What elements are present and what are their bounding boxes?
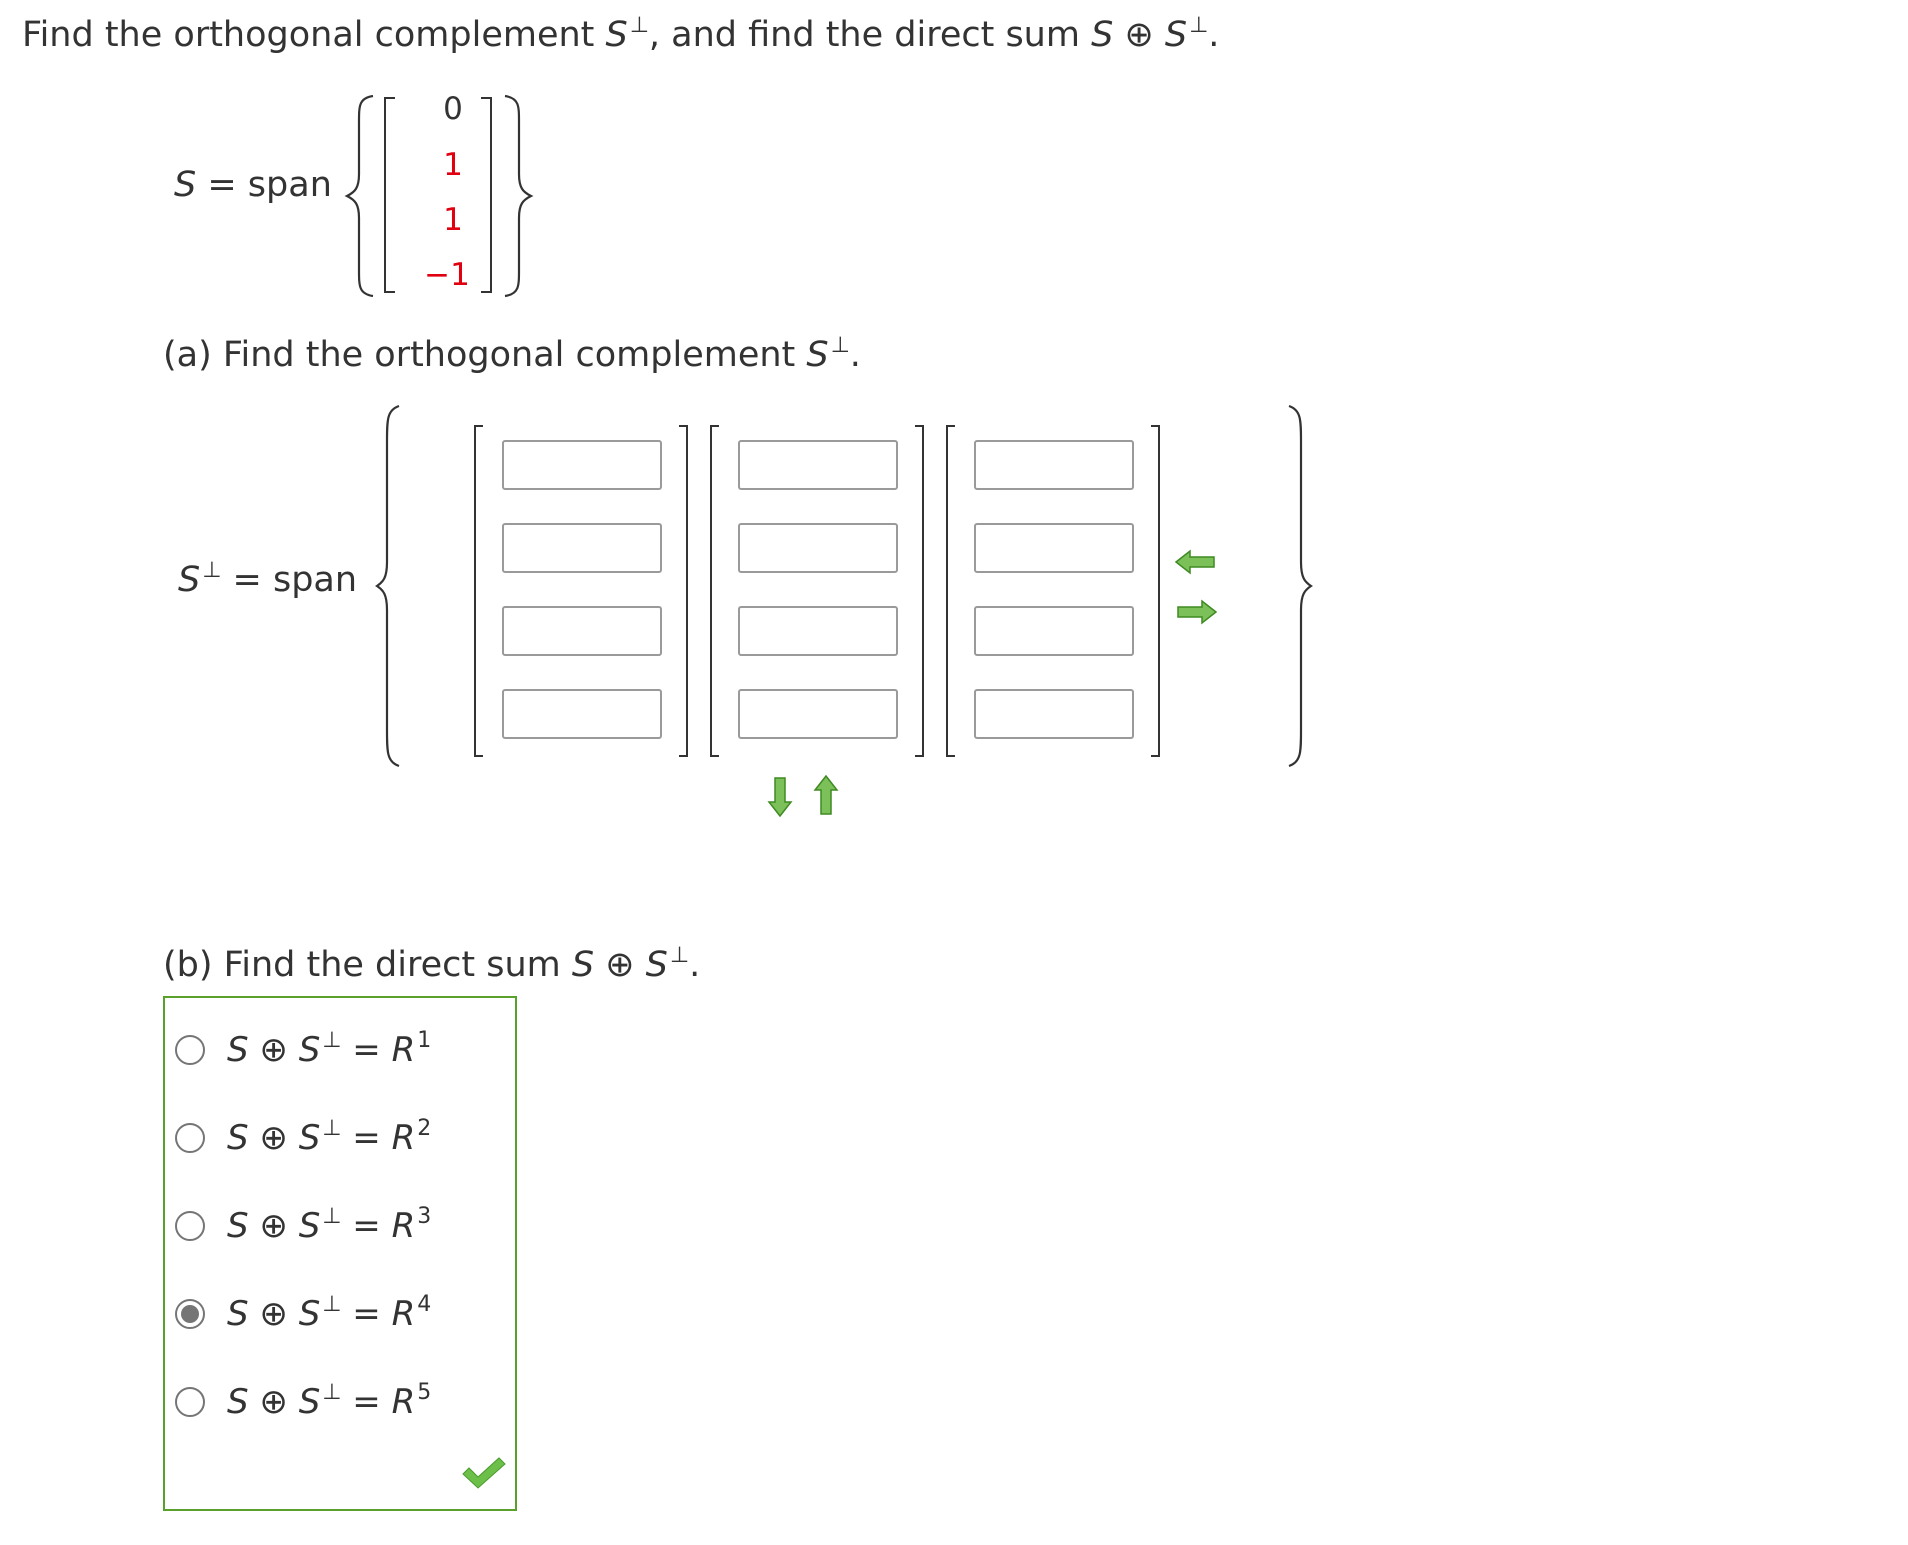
vector-2-entry-4-input[interactable]: [738, 689, 898, 739]
vector-2-entry-1-input[interactable]: [738, 440, 898, 490]
choice-r3[interactable]: [175, 1204, 432, 1246]
vector-1-entry-1-input[interactable]: [502, 440, 662, 490]
vector-1-entry-4-input[interactable]: [502, 689, 662, 739]
given-vector-entry: −1: [424, 257, 470, 293]
right-bracket-icon: [679, 426, 687, 756]
vector-2-entry-3-input[interactable]: [738, 606, 898, 656]
s-definition-label: S = span: [174, 165, 332, 205]
choice-r2[interactable]: [175, 1116, 432, 1158]
arrow-left-icon[interactable]: [1174, 548, 1218, 576]
choice-r5[interactable]: [175, 1380, 432, 1422]
s-perp-span-label: S⊥ = span: [178, 558, 358, 600]
part-b-prompt: (b) Find the direct sum S ⊕ S⊥.: [163, 943, 701, 985]
part-a-prompt: (a) Find the orthogonal complement S⊥.: [163, 333, 861, 375]
left-bracket-icon: [385, 98, 395, 292]
choice-label: S ⊕ $S^\perp = R^2$: [227, 1116, 432, 1158]
arrow-up-icon[interactable]: [812, 774, 840, 818]
left-brace-icon: [347, 96, 373, 296]
right-bracket-icon: [1151, 426, 1159, 756]
choice-label: S ⊕ $S^\perp = R^1$: [227, 1028, 432, 1070]
arrow-right-icon[interactable]: [1174, 598, 1218, 626]
choice-label: S ⊕ $S^\perp = R^5$: [227, 1380, 432, 1422]
vector-2-entry-2-input[interactable]: [738, 523, 898, 573]
radio-button[interactable]: [175, 1211, 205, 1241]
vector-1-entry-2-input[interactable]: [502, 523, 662, 573]
choice-r1[interactable]: [175, 1028, 432, 1070]
radio-button-selected[interactable]: [175, 1299, 205, 1329]
right-bracket-icon: [481, 98, 491, 292]
right-bracket-icon: [915, 426, 923, 756]
left-brace-icon: [377, 406, 399, 766]
given-vector-entry: 1: [443, 147, 463, 183]
radio-button[interactable]: [175, 1035, 205, 1065]
right-brace-icon: [505, 96, 531, 296]
left-bracket-icon: [475, 426, 483, 756]
vector-3-entry-3-input[interactable]: [974, 606, 1134, 656]
vector-3-entry-1-input[interactable]: [974, 440, 1134, 490]
left-bracket-icon: [947, 426, 955, 756]
choice-label: S ⊕ $S^\perp = R^4$: [227, 1292, 432, 1334]
direct-sum-choices: [163, 996, 517, 1511]
vector-3-entry-4-input[interactable]: [974, 689, 1134, 739]
vector-1-entry-3-input[interactable]: [502, 606, 662, 656]
vector-3-entry-2-input[interactable]: [974, 523, 1134, 573]
radio-button[interactable]: [175, 1123, 205, 1153]
checkmark-icon: [460, 1456, 508, 1490]
left-bracket-icon: [711, 426, 719, 756]
given-vector-entry: 0: [443, 91, 463, 127]
radio-button[interactable]: [175, 1387, 205, 1417]
choice-r4[interactable]: [175, 1292, 432, 1334]
arrow-down-icon[interactable]: [766, 774, 794, 818]
choice-label: S ⊕ $S^\perp = R^3$: [227, 1204, 432, 1246]
question-header: Find the orthogonal complement S⊥, and find the direct sum S ⊕ S⊥.: [22, 13, 1220, 55]
right-brace-icon: [1289, 406, 1311, 766]
given-vector-entry: 1: [443, 202, 463, 238]
